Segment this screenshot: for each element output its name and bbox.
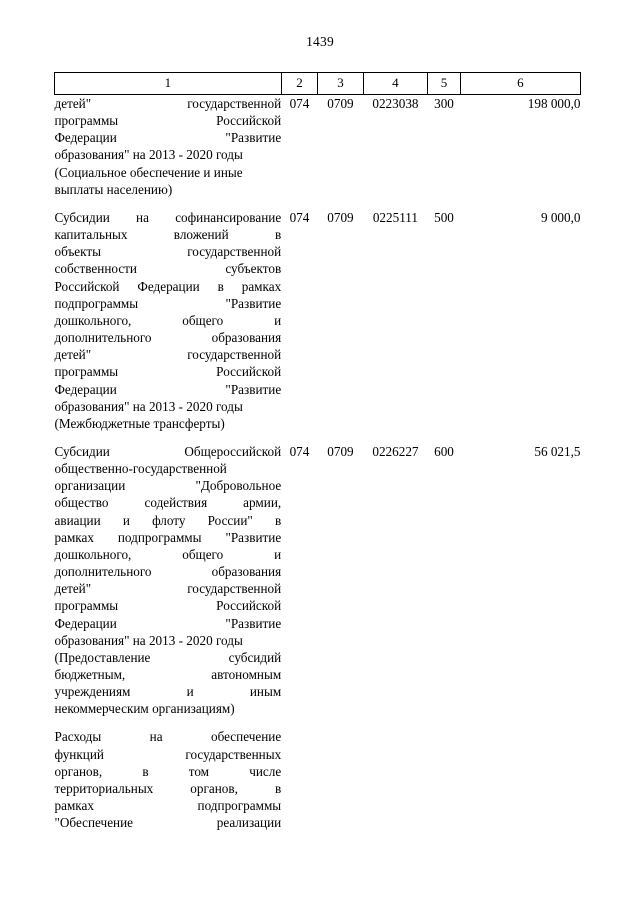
row-col3: 0709 — [327, 209, 354, 225]
desc-line: рамках подпрограммы — [54, 798, 282, 814]
row-description — [55, 443, 282, 718]
table-row — [55, 95, 581, 198]
desc-line: детей" государственной — [54, 581, 282, 597]
column-header-3: 3 — [318, 73, 363, 95]
budget-table — [54, 72, 581, 831]
desc-line: программы Российской — [54, 598, 282, 614]
row-col4: 0226227 — [372, 443, 419, 459]
desc-line: учреждениям и иным — [54, 684, 282, 700]
row-col2: 074 — [289, 96, 310, 111]
desc-line: дошкольного, общего и — [54, 546, 282, 562]
table-row — [55, 728, 581, 831]
column-header-6: 6 — [460, 73, 580, 95]
row-amount: 56 021,5 — [534, 443, 581, 459]
row-col5 — [428, 728, 461, 831]
row-col4 — [363, 728, 427, 831]
desc-line: детей" государственной — [54, 347, 282, 363]
desc-line: образования" на 2013 - 2020 годы — [54, 147, 243, 163]
desc-line: функций государственных — [54, 746, 282, 762]
row-amount: 198 000,0 — [527, 96, 581, 111]
desc-line: дополнительного образования — [54, 330, 282, 346]
row-col5: 600 — [434, 443, 454, 459]
desc-line: образования" на 2013 - 2020 годы — [54, 632, 243, 648]
desc-line: (Социальное обеспечение и иные — [54, 164, 243, 180]
row-col2: 074 — [289, 209, 310, 225]
desc-line: объекты государственной — [54, 244, 282, 260]
desc-line: собственности субъектов — [54, 261, 282, 277]
desc-line: бюджетным, автономным — [54, 667, 282, 682]
row-col5: 500 — [434, 209, 454, 225]
table-row — [55, 443, 581, 718]
desc-line: общественно-государственной — [54, 461, 227, 477]
row-description — [55, 728, 282, 831]
desc-line: дошкольного, общего и — [54, 312, 282, 328]
row-description — [55, 95, 282, 198]
desc-line: территориальных органов, в — [54, 780, 282, 796]
page-number: 1439 — [306, 34, 334, 49]
desc-line: (Предоставление субсидий — [54, 649, 282, 665]
desc-line: рамках подпрограммы "Развитие — [54, 529, 282, 545]
desc-line: программы Российской — [54, 364, 282, 380]
desc-line: образования" на 2013 - 2020 годы — [54, 398, 243, 414]
column-header-1: 1 — [55, 73, 282, 95]
desc-line: выплаты населению) — [54, 181, 173, 197]
row-col4: 0225111 — [372, 209, 419, 225]
desc-line: подпрограммы "Развитие — [54, 295, 282, 311]
table-row — [55, 209, 581, 432]
desc-line: Субсидии на софинансирование — [54, 209, 282, 225]
desc-line: авиации и флоту России" в — [54, 512, 282, 528]
row-col4: 0223038 — [372, 96, 419, 111]
desc-line: органов, в том числе — [54, 763, 282, 779]
desc-line: некоммерческим организациям) — [54, 701, 235, 717]
row-col2: 074 — [289, 443, 310, 459]
desc-line: Российской Федерации в рамках — [54, 278, 282, 294]
desc-line: детей" государственной — [54, 96, 282, 111]
row-amount: 9 000,0 — [540, 209, 581, 225]
desc-line: программы Российской — [54, 113, 282, 129]
desc-line: Федерации "Развитие — [54, 615, 282, 631]
row-col3: 0709 — [327, 96, 354, 111]
desc-line: (Межбюджетные трансферты) — [54, 415, 225, 431]
column-header-2: 2 — [281, 73, 318, 95]
desc-line: организации "Добровольное — [54, 478, 282, 494]
desc-line: капитальных вложений в — [54, 227, 282, 243]
desc-line: Федерации "Развитие — [54, 381, 282, 397]
row-description — [55, 209, 282, 432]
row-spacer — [55, 432, 581, 443]
desc-line: "Обеспечение реализации — [54, 815, 282, 831]
row-spacer — [55, 198, 581, 209]
column-header-4: 4 — [363, 73, 427, 95]
column-header-5: 5 — [428, 73, 461, 95]
desc-line: Расходы на обеспечение — [54, 729, 282, 745]
table-header-row — [55, 73, 581, 95]
desc-line: Субсидии Общероссийской — [54, 443, 282, 459]
row-col3: 0709 — [327, 443, 354, 459]
desc-line: общество содействия армии, — [54, 495, 282, 511]
desc-line: Федерации "Развитие — [54, 130, 282, 146]
row-col2 — [281, 728, 318, 831]
row-col5: 300 — [434, 96, 454, 111]
row-spacer — [55, 717, 581, 728]
desc-line: дополнительного образования — [54, 564, 282, 580]
row-amount — [460, 728, 580, 831]
row-col3 — [318, 728, 363, 831]
